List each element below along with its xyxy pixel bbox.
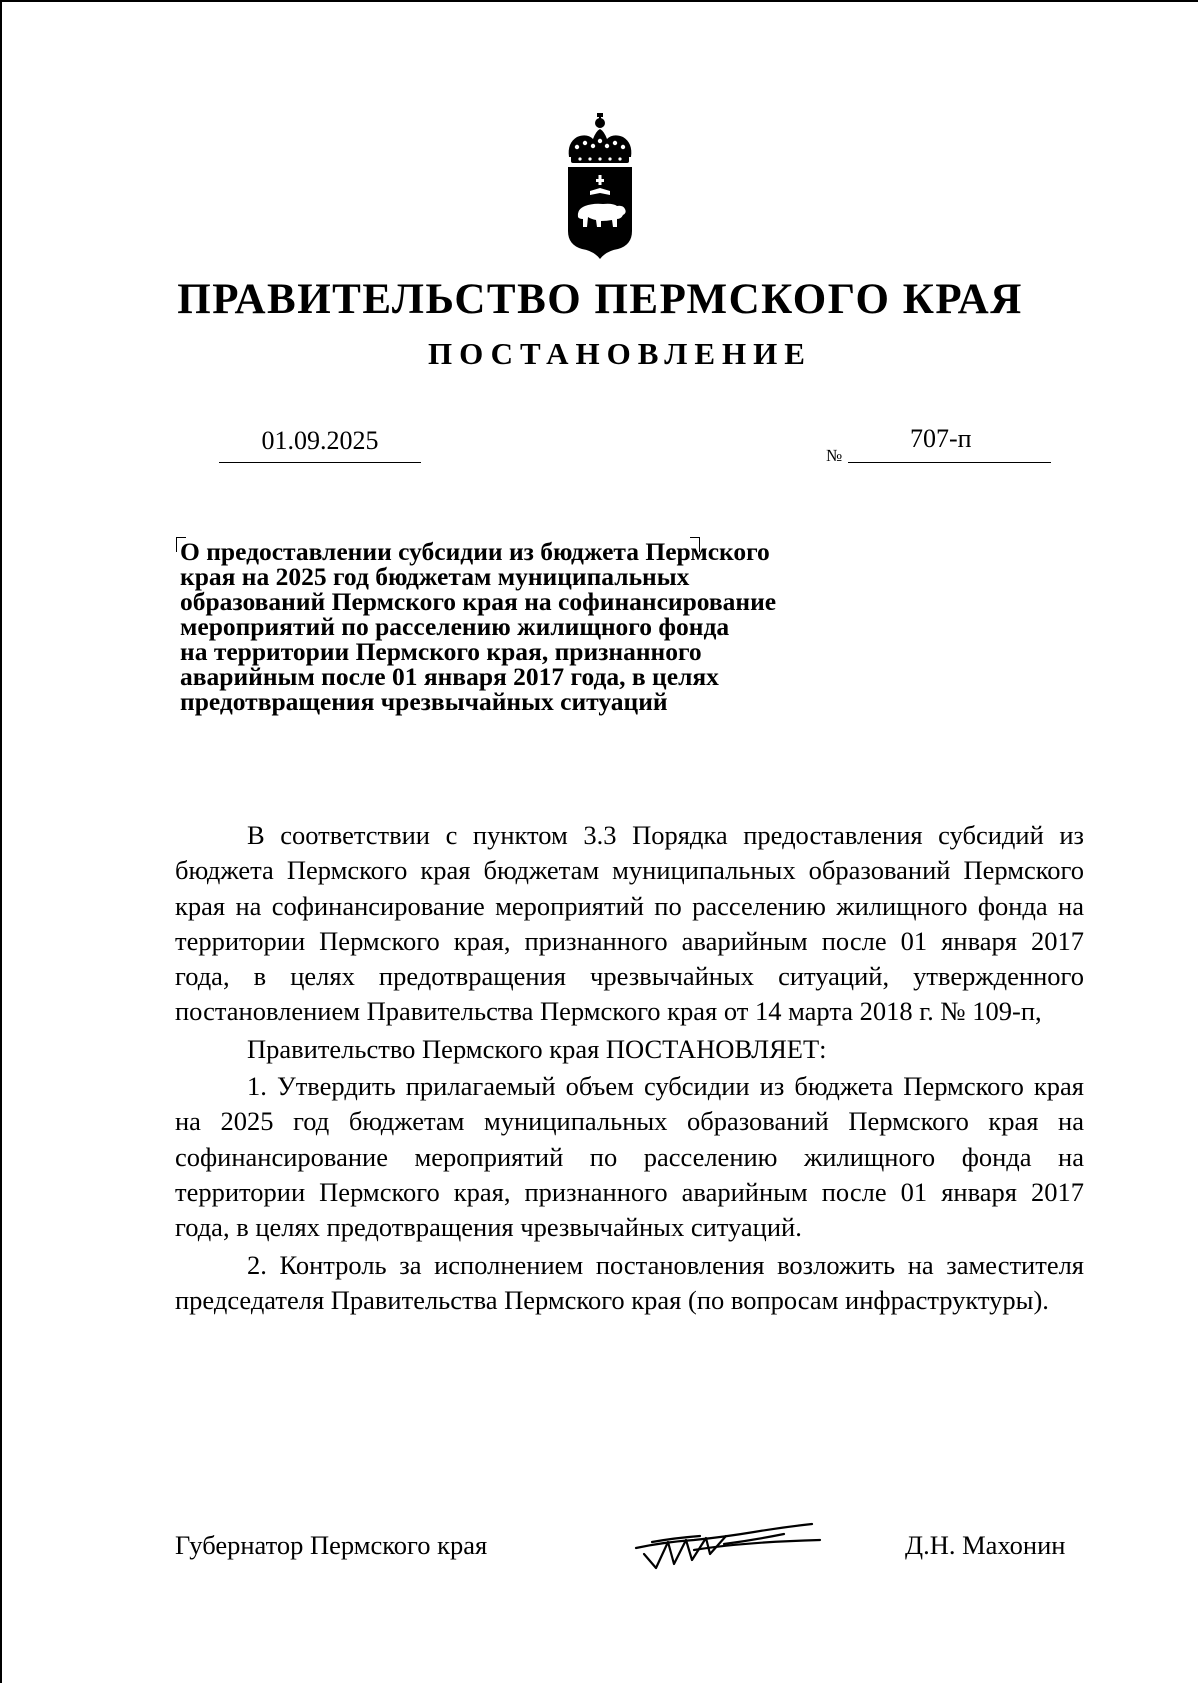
document-number-field [848, 426, 1051, 463]
subject-line: аварийным после 01 января 2017 года, в целях [180, 662, 719, 691]
document-type: ПОСТАНОВЛЕНИЕ [428, 336, 812, 371]
subject-line: образований Пермского края на софинансирование [180, 587, 777, 616]
number-sign: № [826, 446, 843, 465]
subject-line: О предоставлении субсидии из бюджета Пермского [180, 537, 770, 566]
subject-line: на территории Пермского края, признанного [180, 637, 702, 666]
signatory-name: Д.Н. Махонин [905, 1530, 1066, 1560]
subject-line: предотвращения чрезвычайных ситуаций [180, 687, 668, 716]
document-number: 707-п [910, 424, 972, 453]
document-subject [180, 539, 860, 714]
document-date: 01.09.2025 [219, 428, 421, 463]
perm-krai-coat-of-arms-icon [563, 113, 661, 263]
body-paragraph-item-1: 1. Утвердить прилагаемый объем субсидии из бюджета Пермского края на 2025 год бюджетам муниципальных образований Пермского края на софинансирование мероприятий по расселению жилищного фонда на территории Пермского края, признанного аварийным после 01 января 2017 года, в целях предотвращения чрезвычайных ситуаций. [175, 1071, 1084, 1243]
subject-line: края на 2025 год бюджетам муниципальных [180, 562, 690, 591]
subject-line: мероприятий по расселению жилищного фонда [180, 612, 730, 641]
body-paragraph-preamble: В соответствии с пунктом 3.3 Порядка предоставления субсидий из бюджета Пермского края бюджетам муниципальных образований Пермского края на софинансирование мероприятий по расселению жилищного фонда на территории Пермского края, признанного аварийным после 01 января 2017 года, в целях предотвращения чрезвычайных ситуаций, утвержденного постановлением Правительства Пермского края от 14 марта 2018 г. № 109-п, [175, 820, 1084, 1027]
body-paragraph-resolves: Правительство Пермского края ПОСТАНОВЛЯЕТ: [247, 1033, 827, 1064]
body-paragraph-item-2: 2. Контроль за исполнением постановления возложить на заместителя председателя Правительства Пермского края (по вопросам инфраструктуры). [175, 1249, 1084, 1315]
organization-title: ПРАВИТЕЛЬСТВО ПЕРМСКОГО КРАЯ [177, 276, 1023, 323]
document-body [175, 818, 1084, 1318]
handwritten-signature-icon [634, 1520, 824, 1572]
signatory-title: Губернатор Пермского края [175, 1530, 488, 1560]
